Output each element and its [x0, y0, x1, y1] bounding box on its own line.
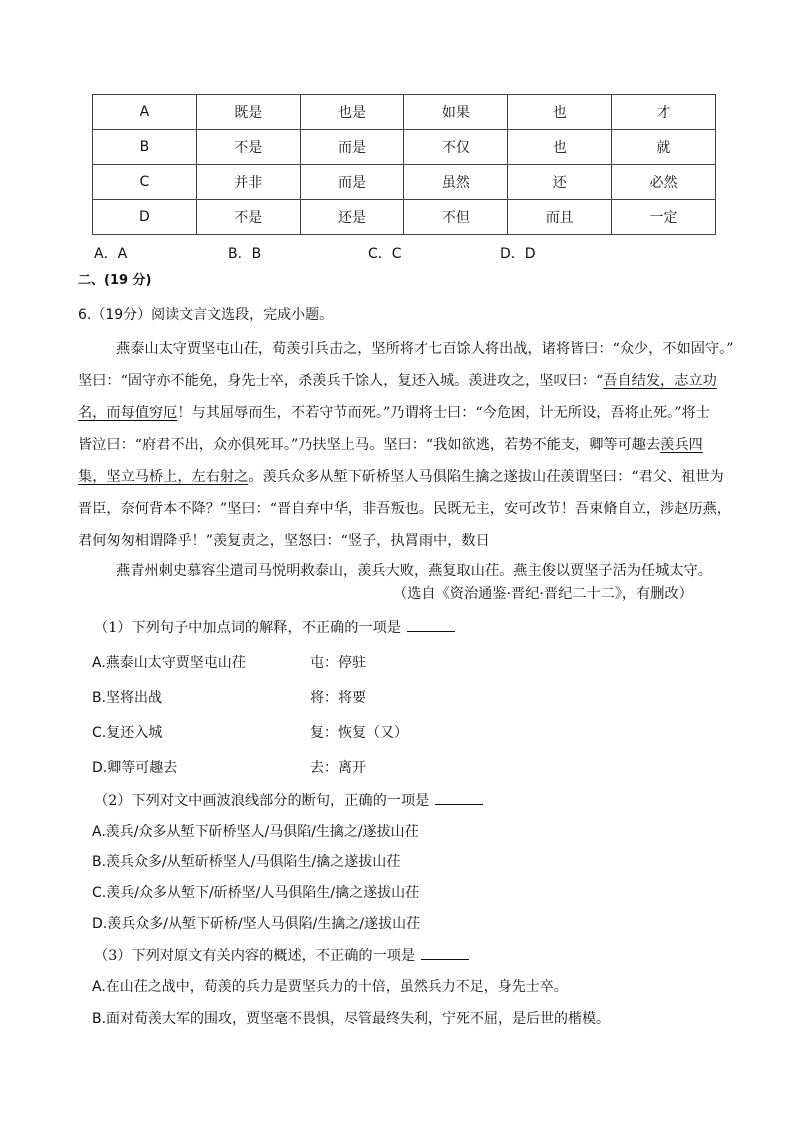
- option-value: 屯：停驻: [310, 655, 366, 671]
- option-letter-cell: C: [93, 165, 197, 200]
- underlined-text: 集，坚立马桥上，左右射之: [78, 469, 249, 485]
- table-cell: 还: [508, 165, 612, 200]
- choice-c[interactable]: C．C: [368, 246, 402, 262]
- table-cell: 既是: [196, 95, 300, 130]
- sub2-option-a[interactable]: A.羡兵/众多从堑下斫桥坚人/马俱陷/生擒之/遂拔山茌: [92, 824, 419, 840]
- passage-line: [78, 436, 703, 454]
- table-cell: 就: [612, 130, 716, 165]
- table-cell: 虽然: [404, 165, 508, 200]
- passage-text: 。羡兵众多从堑下斫桥坚人马俱陷生擒之遂拔山茌羡谓坚曰：“君父、祖世为: [248, 469, 724, 485]
- passage-line: [78, 372, 717, 390]
- option-letter-cell: B: [93, 130, 197, 165]
- passage-text: 皆泣曰：“府君不出，众亦俱死耳。”乃扶坚上马。坚曰：“我如欲逃，若势不能支，卿等可趣去: [78, 437, 661, 453]
- passage-text: 燕青州刺史慕容尘遣司马悦明救泰山，羡兵大败，燕复取山茌。燕主俊以贾坚子活为任城太守。: [116, 563, 712, 579]
- table-row: [93, 200, 716, 235]
- table-cell: 不是: [196, 200, 300, 235]
- passage-line: [78, 468, 724, 486]
- passage-text: 坚曰：“固守亦不能免，身先士卒，杀羡兵千馀人，复还入城。羡进攻之，坚叹曰：“: [78, 373, 604, 389]
- table-cell: 必然: [612, 165, 716, 200]
- options-table: [92, 94, 716, 235]
- option-value: 将：将要: [310, 690, 366, 706]
- option-label: A.燕泰山太守贾坚屯山茌: [92, 655, 246, 671]
- answer-blank[interactable]: [421, 947, 469, 960]
- option-label: C.复还入城: [92, 725, 163, 741]
- question-stem: 6.（19分）阅读文言文选段，完成小题。: [78, 307, 334, 323]
- sub1-stem: [94, 619, 455, 637]
- table-row: [93, 95, 716, 130]
- table-row: [93, 165, 716, 200]
- option-value: 复：恢复（又）: [310, 725, 408, 741]
- table-cell: 不仅: [404, 130, 508, 165]
- option-letter-cell: D: [93, 200, 197, 235]
- passage-text: 燕泰山太守贾坚屯山茌，荀羡引兵击之，坚所将才七百馀人将出战，诸将皆曰：“众少，不如固守。”: [116, 341, 734, 357]
- sub2-option-b[interactable]: B.羡兵众多/从堑斫桥坚人/马俱陷生/擒之遂拔山茌: [92, 854, 401, 870]
- table-cell: 也: [508, 130, 612, 165]
- table-cell: 不是: [196, 130, 300, 165]
- passage-line: [78, 404, 710, 422]
- option-letter-cell: A: [93, 95, 197, 130]
- answer-blank[interactable]: [435, 792, 483, 805]
- passage-text: ！与其屈辱而生，不若守节而死。”乃谓将士曰：“今危困，计无所设，吾将止死。”将士: [177, 405, 710, 421]
- sub3-stem: [94, 947, 469, 965]
- sub2-stem: [94, 792, 483, 810]
- sub2-option-c[interactable]: C.羡兵/众多从堑下/斫桥坚/人马俱陷生/擒之遂拔山茌: [92, 885, 420, 901]
- table-cell: 如果: [404, 95, 508, 130]
- passage-text: 君何匆匆相谓降乎！”羡复责之，坚怒曰：“竖子，执罥雨中，数日: [78, 533, 490, 549]
- option-value: 去：离开: [310, 760, 366, 776]
- section-heading: 二、(19 分): [78, 273, 152, 288]
- choice-d[interactable]: D．D: [500, 246, 536, 262]
- option-label: B.坚将出战: [92, 690, 163, 706]
- table-cell: 并非: [196, 165, 300, 200]
- passage-line: [78, 500, 731, 518]
- table-cell: 而是: [300, 130, 404, 165]
- sub1-stem-text: （1）下列句子中加点词的解释，不正确的一项是: [94, 620, 401, 636]
- table-cell: 也: [508, 95, 612, 130]
- source-citation: （选自《资治通鉴·晋纪·晋纪二十二》，有删改）: [393, 586, 693, 602]
- sub3-option-a[interactable]: A.在山茌之战中，荀羡的兵力是贾坚兵力的十倍，虽然兵力不足，身先士卒。: [92, 979, 568, 995]
- sub3-stem-text: （3）下列对原文有关内容的概述，不正确的一项是: [94, 948, 416, 964]
- table-cell: 还是: [300, 200, 404, 235]
- sub3-option-b[interactable]: B.面对荀羡大军的围攻，贾坚毫不畏惧，尽管最终失利，宁死不屈，是后世的楷模。: [92, 1011, 611, 1027]
- sub2-option-d[interactable]: D.羡兵众多/从堑下斫桥/坚人马俱陷/生擒之/遂拔山茌: [92, 916, 421, 932]
- passage-text: 晋臣，奈何背本不降？”坚曰：“晋自弃中华，非吾叛也。民既无主，安可改节！吾束脩自立，涉赵历燕，: [78, 501, 731, 517]
- table-row: [93, 130, 716, 165]
- table-cell: 而且: [508, 200, 612, 235]
- table-cell: 才: [612, 95, 716, 130]
- passage-line: [116, 340, 733, 358]
- option-label: D.卿等可趣去: [92, 760, 178, 776]
- passage-line: [78, 532, 490, 550]
- choice-a[interactable]: A．A: [94, 246, 128, 262]
- passage-line: [116, 562, 712, 580]
- sub2-stem-text: （2）下列对文中画波浪线部分的断句，正确的一项是: [94, 793, 430, 809]
- underlined-text: 吾自结发，志立功: [603, 373, 717, 389]
- table-cell: 也是: [300, 95, 404, 130]
- choice-b[interactable]: B．B: [228, 246, 262, 262]
- answer-blank[interactable]: [407, 619, 455, 632]
- table-cell: 不但: [404, 200, 508, 235]
- underlined-text: 名，而每值穷厄: [78, 405, 178, 421]
- table-cell: 一定: [612, 200, 716, 235]
- table-cell: 而是: [300, 165, 404, 200]
- underlined-text: 羡兵四: [660, 437, 703, 453]
